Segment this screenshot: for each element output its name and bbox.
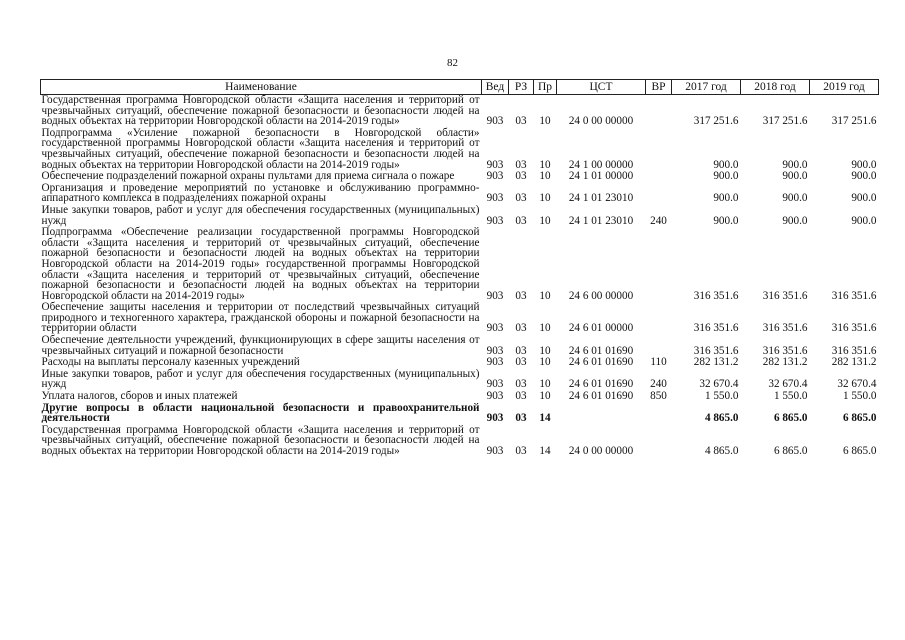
row-name: Уплата налогов, сборов и иных платежей — [41, 390, 238, 403]
table-row — [41, 95, 879, 128]
row-name: Подпрограмма «Усиление пожарной безопасности в Новгородской области» государственной программы Новгородской области «Защита населения и территорий от чрезвычайных ситуаций, обеспечение пожарной безопасности и безопасности людей на водных объектах на территории Новгородской области на 2014-2019 годы» — [41, 126, 480, 171]
row-value-2018: 316 351.6 — [762, 344, 808, 357]
row-value-2019: 317 251.6 — [831, 115, 877, 128]
table-row — [41, 171, 879, 183]
row-ved: 903 — [486, 289, 504, 302]
row-value-2019: 900.0 — [851, 214, 877, 227]
row-value-2017: 282 131.2 — [693, 356, 739, 369]
row-vr: 850 — [650, 390, 667, 403]
row-pr: 10 — [539, 289, 551, 302]
row-vr — [646, 227, 672, 302]
row-name: Подпрограмма «Обеспечение реализации государственной программы Новгородской области «Защита населения и территорий от чрезвычайных ситуаций, обеспечение пожарной безопасности и безопасности людей на водных объектах на территории Новгородской области на 2014-2019 годы» государственной программы Новгородской области «Защита населения и территорий от чрезвычайных ситуаций, обеспечение пожарной безопасности и безопасности людей на водных объектах на территории Новгородской области на 2014-2019 годы» — [41, 226, 480, 302]
row-pr: 10 — [539, 344, 551, 357]
row-vr — [646, 425, 672, 458]
header-ved: Вед — [482, 80, 509, 95]
row-ved: 903 — [486, 192, 504, 205]
page-number: 82 — [447, 57, 458, 69]
header-cst: ЦСТ — [557, 80, 646, 95]
row-cst: 24 6 01 01690 — [568, 378, 634, 391]
row-vr — [646, 183, 672, 205]
row-cst: 24 6 01 01690 — [568, 356, 634, 369]
row-name: Государственная программа Новгородской области «Защита населения и территорий от чрезвычайных ситуаций, обеспечение пожарной безопасности и безопасности людей на водных объектах на территории Новгородской области на 2014-2019 годы» — [41, 423, 480, 457]
row-ved: 903 — [486, 115, 504, 128]
table-row — [41, 302, 879, 335]
header-2018: 2018 год — [741, 80, 810, 95]
row-vr — [646, 171, 672, 183]
table-header-row — [41, 80, 879, 95]
row-value-2018: 32 670.4 — [768, 378, 808, 391]
row-value-2017: 1 550.0 — [704, 390, 739, 403]
row-ved: 903 — [486, 412, 504, 425]
row-value-2018: 316 351.6 — [762, 322, 808, 335]
row-ved: 903 — [486, 344, 504, 357]
row-value-2017: 316 351.6 — [693, 322, 739, 335]
row-pr: 10 — [539, 214, 551, 227]
row-value-2019: 6 865.0 — [842, 445, 877, 457]
table-row — [41, 183, 879, 205]
row-pr: 10 — [539, 115, 551, 128]
row-cst: 24 6 01 00000 — [568, 322, 634, 335]
row-name: Обеспечение подразделений пожарной охраны пультами для приема сигнала о пожаре — [41, 170, 455, 183]
row-value-2018: 6 865.0 — [773, 445, 808, 457]
table-row — [41, 227, 879, 302]
row-value-2017: 900.0 — [713, 192, 739, 205]
row-name: Иные закупки товаров, работ и услуг для обеспечения государственных (муниципальных) нужд — [41, 203, 480, 227]
row-value-2018: 6 865.0 — [773, 412, 808, 425]
row-value-2017: 316 351.6 — [693, 344, 739, 357]
row-value-2019: 1 550.0 — [842, 390, 877, 403]
row-pr: 14 — [539, 412, 551, 425]
row-value-2019: 316 351.6 — [831, 289, 877, 302]
row-cst: 24 0 00 00000 — [568, 445, 634, 457]
budget-table — [40, 79, 879, 458]
row-cst: 24 6 00 00000 — [568, 289, 634, 302]
row-value-2019: 900.0 — [851, 158, 877, 171]
row-pr: 10 — [539, 322, 551, 335]
row-name: Обеспечение защиты населения и территории от последствий чрезвычайных ситуаций природного и техногенного характера, гражданской обороны и пожарной безопасности на территории области — [41, 301, 480, 335]
header-pr: Пр — [534, 80, 557, 95]
row-cst: 24 1 01 23010 — [568, 192, 634, 205]
row-rz: 03 — [515, 214, 527, 227]
row-value-2018: 316 351.6 — [762, 289, 808, 302]
row-rz: 03 — [515, 115, 527, 128]
row-rz: 03 — [515, 412, 527, 425]
row-ved: 903 — [486, 378, 504, 391]
row-vr — [646, 302, 672, 335]
table-body — [41, 95, 879, 458]
row-value-2017: 316 351.6 — [693, 289, 739, 302]
row-value-2018: 282 131.2 — [762, 356, 808, 369]
row-value-2019: 316 351.6 — [831, 344, 877, 357]
row-ved: 903 — [486, 445, 504, 457]
row-ved: 903 — [486, 390, 504, 403]
row-pr: 10 — [539, 390, 551, 403]
table-row — [41, 128, 879, 171]
row-value-2018: 317 251.6 — [762, 115, 808, 128]
row-ved: 903 — [486, 322, 504, 335]
row-pr: 10 — [539, 158, 551, 171]
row-vr — [646, 95, 672, 128]
table-row — [41, 369, 879, 391]
header-name: Наименование — [41, 80, 482, 95]
table-row — [41, 403, 879, 425]
row-rz: 03 — [515, 322, 527, 335]
row-value-2018: 900.0 — [782, 214, 808, 227]
row-rz: 03 — [515, 344, 527, 357]
row-cst: 24 0 00 00000 — [568, 115, 634, 128]
row-pr: 10 — [539, 192, 551, 205]
row-rz: 03 — [515, 356, 527, 369]
row-pr: 10 — [539, 378, 551, 391]
row-vr — [646, 128, 672, 171]
row-rz: 03 — [515, 158, 527, 171]
row-ved: 903 — [486, 214, 504, 227]
header-vr: ВР — [646, 80, 672, 95]
header-2017: 2017 год — [672, 80, 741, 95]
row-value-2017: 900.0 — [713, 158, 739, 171]
header-rz: РЗ — [509, 80, 534, 95]
row-name: Иные закупки товаров, работ и услуг для обеспечения государственных (муниципальных) нужд — [41, 367, 480, 391]
row-value-2017: 4 865.0 — [704, 412, 739, 425]
row-value-2019: 900.0 — [851, 192, 877, 205]
row-value-2017: 900.0 — [713, 214, 739, 227]
row-value-2017: 4 865.0 — [704, 445, 739, 457]
row-cst: 24 6 01 01690 — [568, 390, 634, 403]
row-cst: 24 6 01 01690 — [568, 344, 634, 357]
row-vr — [646, 403, 672, 425]
row-name: Расходы на выплаты персоналу казенных учреждений — [41, 356, 300, 369]
row-name: Организация и проведение мероприятий по установке и обслуживанию программно-аппаратного комплекса в подразделениях пожарной охраны — [41, 181, 480, 205]
row-value-2017: 32 670.4 — [699, 378, 739, 391]
row-vr — [646, 335, 672, 357]
row-value-2018: 900.0 — [782, 192, 808, 205]
row-pr: 14 — [539, 445, 551, 457]
row-cst: 24 1 00 00000 — [568, 158, 634, 171]
row-name: Обеспечение деятельности учреждений, функционирующих в сфере защиты населения от чрезвычайных ситуаций и пожарной безопасности — [41, 334, 480, 357]
row-vr: 240 — [650, 378, 667, 391]
row-value-2018: 900.0 — [782, 158, 808, 171]
row-pr: 10 — [539, 170, 551, 183]
row-name: Государственная программа Новгородской области «Защита населения и территорий от чрезвычайных ситуаций, обеспечение пожарной безопасности и безопасности людей на водных объектах на территории Новгородской области на 2014-2019 годы» — [41, 94, 480, 128]
row-rz: 03 — [515, 445, 527, 457]
row-rz: 03 — [515, 289, 527, 302]
row-rz: 03 — [515, 378, 527, 391]
row-rz: 03 — [515, 390, 527, 403]
row-vr: 240 — [650, 214, 667, 227]
row-value-2017: 317 251.6 — [693, 115, 739, 128]
row-cst: 24 1 01 23010 — [568, 214, 634, 227]
row-ved: 903 — [486, 158, 504, 171]
row-pr: 10 — [539, 356, 551, 369]
row-value-2019: 316 351.6 — [831, 322, 877, 335]
row-value-2019: 6 865.0 — [842, 412, 877, 425]
row-value-2019: 32 670.4 — [837, 378, 877, 391]
row-cst: 24 1 01 00000 — [568, 170, 634, 183]
row-ved: 903 — [486, 170, 504, 183]
row-value-2019: 282 131.2 — [831, 356, 877, 369]
row-value-2017: 900.0 — [713, 170, 739, 183]
row-name: Другие вопросы в области национальной безопасности и правоохранительной деятельности — [41, 401, 480, 425]
row-value-2018: 1 550.0 — [773, 390, 808, 403]
row-rz: 03 — [515, 170, 527, 183]
row-vr: 110 — [650, 356, 667, 369]
header-2019: 2019 год — [810, 80, 879, 95]
table-row — [41, 205, 879, 227]
row-ved: 903 — [486, 356, 504, 369]
table-row — [41, 391, 879, 403]
table-row — [41, 335, 879, 357]
row-value-2019: 900.0 — [851, 170, 877, 183]
row-cst — [557, 403, 646, 425]
row-value-2018: 900.0 — [782, 170, 808, 183]
row-rz: 03 — [515, 192, 527, 205]
table-row — [41, 425, 879, 458]
